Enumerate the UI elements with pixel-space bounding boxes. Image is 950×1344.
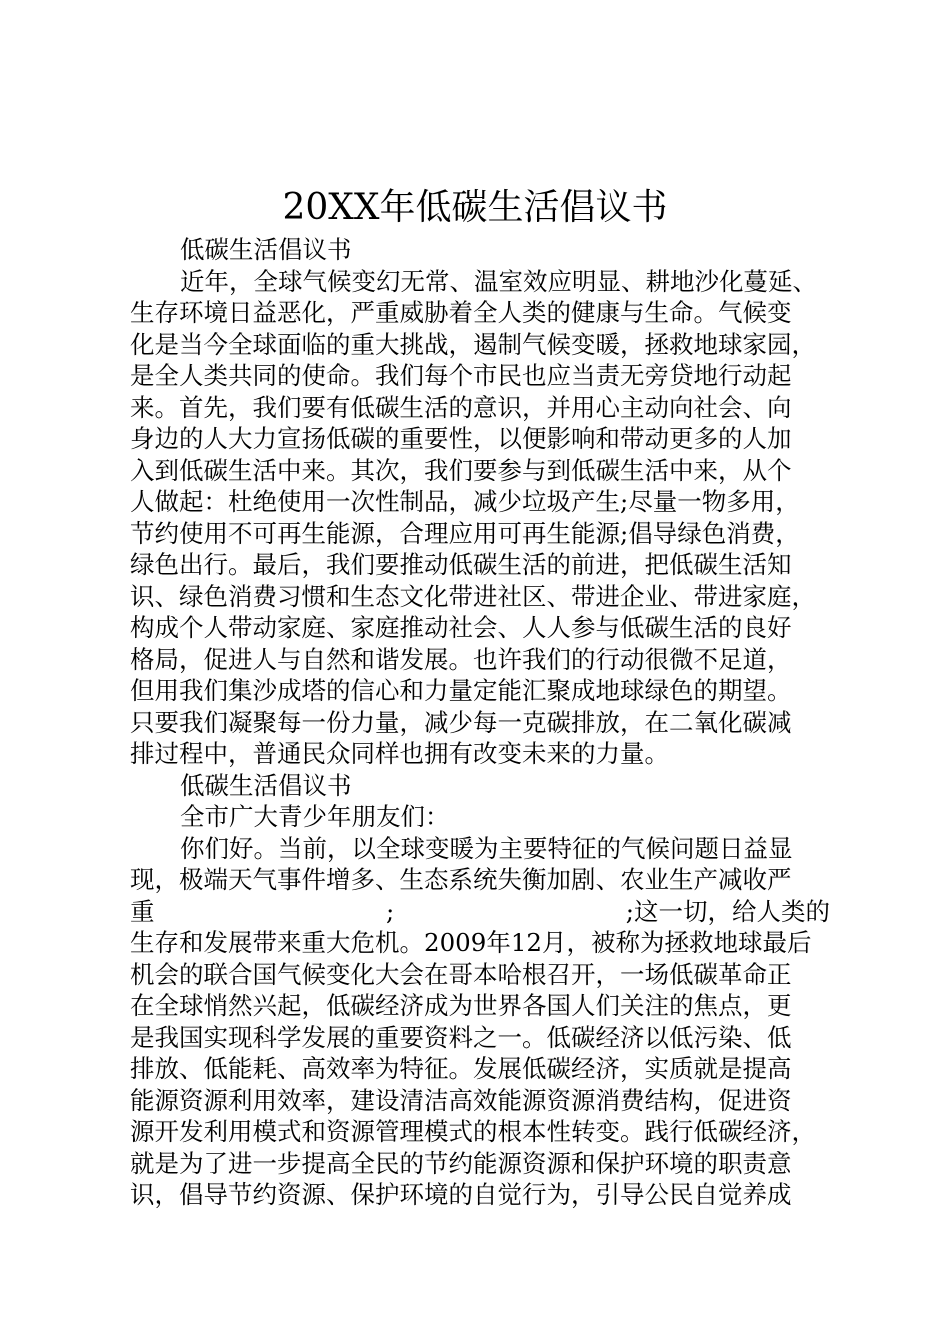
paragraph-line: 是我国实现科学发展的重要资料之一。低碳经济以低污染、低 bbox=[130, 1022, 792, 1052]
paragraph-line: 节约使用不可再生能源，合理应用可再生能源;倡导绿色消费， bbox=[130, 518, 800, 548]
text-fragment: ; bbox=[385, 896, 395, 926]
paragraph-line: 在全球悄然兴起，低碳经济成为世界各国人们关注的焦点，更 bbox=[130, 991, 792, 1020]
paragraph-line: 身边的人大力宣扬低碳的重要性，以便影响和带动更多的人加 bbox=[130, 424, 792, 453]
paragraph-line: 格局，促进人与自然和谐发展。也许我们的行动很微不足道， bbox=[130, 644, 792, 674]
salutation: 全市广大青少年朋友们： bbox=[180, 802, 450, 831]
paragraph-line: 识、绿色消费习惯和生态文化带进社区、带进企业、带进家庭， bbox=[130, 581, 816, 611]
paragraph-line: 你们好。当前，以全球变暖为主要特征的气候问题日益显 bbox=[180, 833, 793, 863]
paragraph-line: 但用我们集沙成塔的信心和力量定能汇聚成地球绿色的期望。 bbox=[130, 676, 792, 705]
paragraph-line: 源开发利用模式和资源管理模式的根本性转变。践行低碳经济， bbox=[130, 1117, 816, 1146]
paragraph-line: 机会的联合国气候变化大会在哥本哈根召开，一场低碳革命正 bbox=[130, 959, 792, 989]
paragraph-line: 现，极端天气事件增多、生态系统失衡加剧、农业生产减收严 bbox=[130, 865, 792, 894]
text-fragment: 重 bbox=[130, 896, 155, 926]
paragraph-line-spaced bbox=[130, 896, 830, 928]
paragraph-line: 构成个人带动家庭、家庭推动社会、人人参与低碳生活的良好 bbox=[130, 613, 792, 642]
section-heading: 低碳生活倡议书 bbox=[180, 770, 352, 800]
paragraph-line: 人做起：杜绝使用一次性制品，减少垃圾产生;尽量一物多用， bbox=[130, 487, 800, 516]
section-heading: 低碳生活倡议书 bbox=[180, 235, 352, 264]
paragraph-line: 排过程中，普通民众同样也拥有改变未来的力量。 bbox=[130, 739, 669, 768]
paragraph-line: 入到低碳生活中来。其次，我们要参与到低碳生活中来，从个 bbox=[130, 455, 792, 485]
document-title: 20XX年低碳生活倡议书 bbox=[282, 187, 668, 228]
paragraph-line: 近年，全球气候变幻无常、温室效应明显、耕地沙化蔓延、 bbox=[180, 266, 817, 296]
paragraph-line: 是全人类共同的使命。我们每个市民也应当责无旁贷地行动起 bbox=[130, 361, 792, 390]
document-body bbox=[130, 234, 830, 1211]
paragraph-line: 生存和发展带来重大危机。2009年12月，被称为拯救地球最后 bbox=[130, 928, 812, 957]
paragraph-line: 识，倡导节约资源、保护环境的自觉行为，引导公民自觉养成 bbox=[130, 1180, 792, 1209]
paragraph-line: 能源资源利用效率，建设清洁高效能源资源消费结构，促进资 bbox=[130, 1085, 792, 1115]
text-fragment: ;这一切，给人类的 bbox=[625, 896, 830, 926]
paragraph-line: 只要我们凝聚每一份力量，减少每一克碳排放，在二氧化碳减 bbox=[130, 707, 792, 737]
paragraph-line: 就是为了进一步提高全民的节约能源资源和保护环境的职责意 bbox=[130, 1148, 792, 1178]
paragraph-line: 生存环境日益恶化，严重威胁着全人类的健康与生命。气候变 bbox=[130, 298, 792, 327]
paragraph-line: 化是当今全球面临的重大挑战，遏制气候变暖，拯救地球家园， bbox=[130, 329, 816, 359]
paragraph-line: 排放、低能耗、高效率为特征。发展低碳经济，实质就是提高 bbox=[130, 1054, 792, 1083]
paragraph-line: 绿色出行。最后，我们要推动低碳生活的前进，把低碳生活知 bbox=[130, 550, 792, 579]
paragraph-line: 来。首先，我们要有低碳生活的意识，并用心主动向社会、向 bbox=[130, 392, 792, 422]
